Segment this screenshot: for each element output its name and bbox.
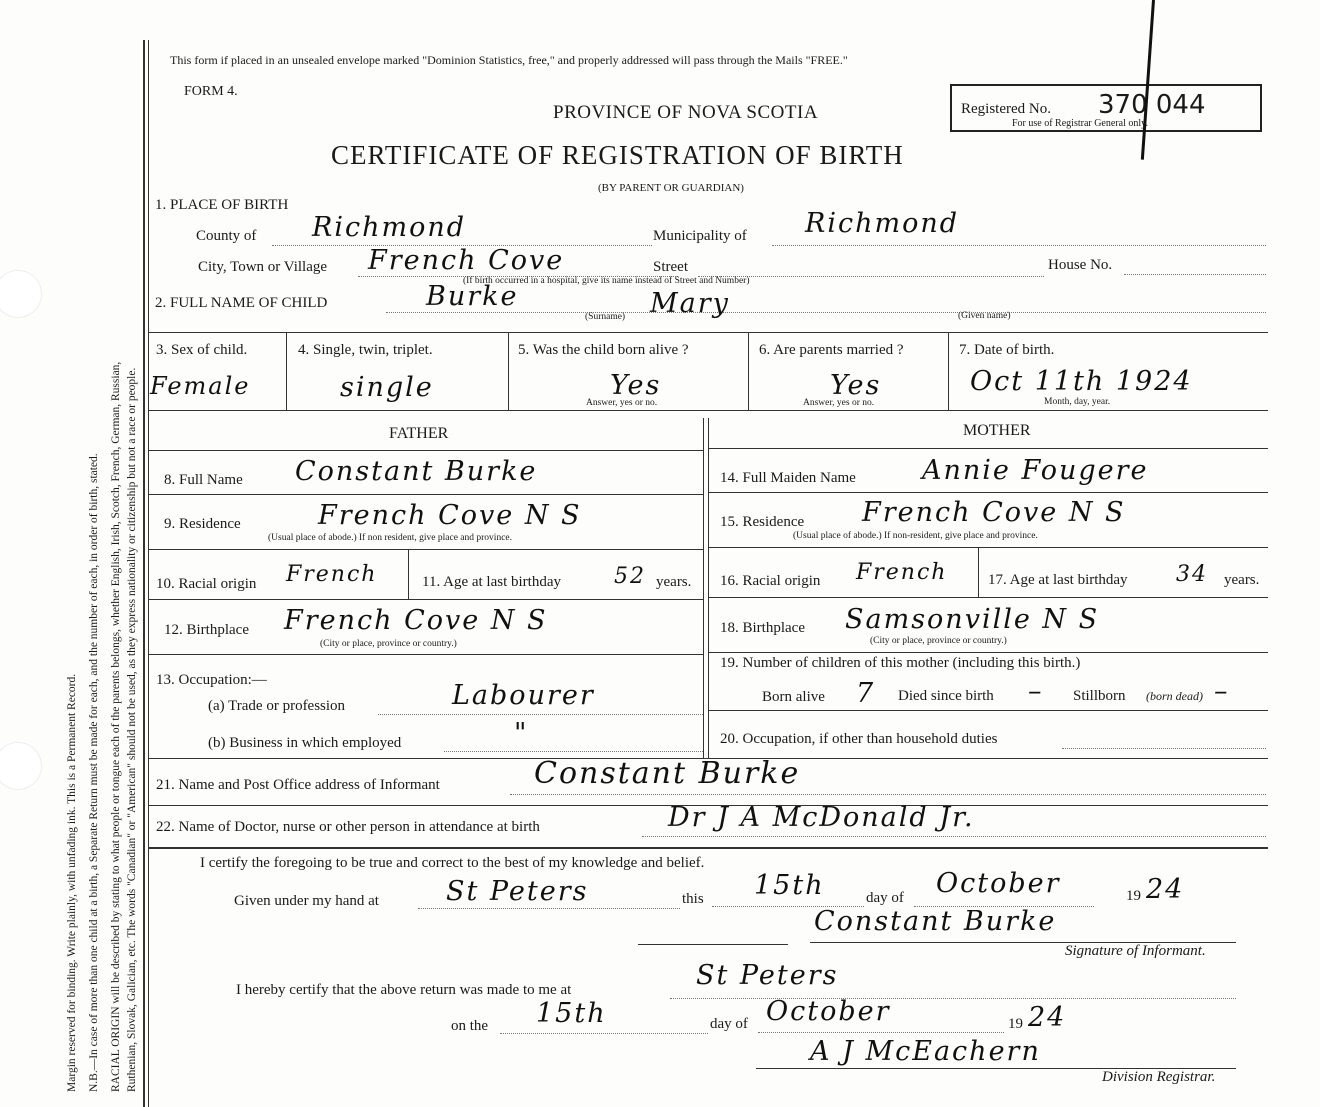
father-age-value: 52 xyxy=(614,564,646,589)
mother-racial-value: French xyxy=(856,560,948,585)
registrar-month: October xyxy=(766,996,891,1027)
county-label: County of xyxy=(196,228,257,244)
father-rule-4 xyxy=(148,599,703,600)
registrar-signature-label: Division Registrar. xyxy=(1102,1069,1216,1085)
parents-married-note: Answer, yes or no. xyxy=(803,398,875,408)
certify-year: 24 xyxy=(1146,874,1185,905)
registrar-place-line xyxy=(670,998,1236,999)
plurality-label: 4. Single, twin, triplet. xyxy=(298,342,433,358)
registrar-on-the-label: on the xyxy=(451,1018,489,1034)
certify-year-prefix: 19 xyxy=(1126,888,1141,904)
row-bottom-rule xyxy=(148,410,1268,411)
mother-rule-1 xyxy=(708,448,1268,449)
mother-residence-value: French Cove N S xyxy=(862,497,1126,528)
parents-married-label: 6. Are parents married ? xyxy=(759,342,904,358)
certify-day-of-label: day of xyxy=(866,890,904,906)
informant-label: 21. Name and Post Office address of Informant xyxy=(156,777,440,793)
street-label: Street xyxy=(653,259,688,275)
mother-name-label: 14. Full Maiden Name xyxy=(720,470,856,486)
margin-note-4: Ruthenian, Slovak, Galician, etc. The words "Canadian" or "American" should not be used, as they express nationality or citizenship but not a race or people. xyxy=(126,367,138,1092)
date-of-birth-note: Month, day, year. xyxy=(1044,397,1111,407)
father-racial-label: 10. Racial origin xyxy=(156,576,257,592)
form-number: FORM 4. xyxy=(184,84,238,99)
municipality-label: Municipality of xyxy=(653,228,747,244)
father-name-label: 8. Full Name xyxy=(164,472,243,488)
mother-rule-5 xyxy=(708,652,1268,653)
surname-note: (Surname) xyxy=(585,312,626,322)
born-alive-note: Answer, yes or no. xyxy=(586,398,658,408)
row-top-rule xyxy=(148,332,1268,333)
father-years: years. xyxy=(656,574,692,590)
father-business-value: " xyxy=(514,718,529,749)
father-residence-label: 9. Residence xyxy=(164,516,241,532)
father-residence-value: French Cove N S xyxy=(318,500,582,531)
father-residence-note: (Usual place of abode.) If non resident, give place and province. xyxy=(268,533,512,543)
binding-hole-top xyxy=(0,270,42,318)
registrar-certify-text: I hereby certify that the above return was made to me at xyxy=(236,982,572,998)
margin-rule-2 xyxy=(148,40,149,1107)
registrar-day-line xyxy=(500,1033,708,1034)
registrar-day-of-label: day of xyxy=(710,1016,748,1032)
father-trade-label: (a) Trade or profession xyxy=(208,698,346,714)
father-name-value: Constant Burke xyxy=(295,456,538,487)
house-label: House No. xyxy=(1048,257,1113,273)
row-divider-3 xyxy=(748,332,749,410)
father-trade-value: Labourer xyxy=(452,680,595,711)
plurality-value: single xyxy=(340,372,434,403)
mother-occupation-line xyxy=(1062,748,1266,749)
certificate-title: CERTIFICATE OF REGISTRATION OF BIRTH xyxy=(331,140,904,170)
parent-divider xyxy=(703,418,704,758)
signature-short-line xyxy=(638,944,788,945)
county-value: Richmond xyxy=(312,212,467,243)
ink-stroke xyxy=(1141,0,1155,160)
informant-signature-label: Signature of Informant. xyxy=(1065,943,1206,959)
informant-line xyxy=(510,794,1266,795)
registered-label: Registered No. xyxy=(961,101,1051,117)
doctor-line xyxy=(642,836,1266,837)
binding-hole-bottom xyxy=(0,742,42,790)
child-given-name: Mary xyxy=(650,288,730,319)
father-birthplace-value: French Cove N S xyxy=(284,605,548,636)
given-name-note: (Given name) xyxy=(958,311,1011,321)
mother-occupation-label: 20. Occupation, if other than household duties xyxy=(720,731,998,747)
certify-day: 15th xyxy=(754,870,825,901)
father-age-divider xyxy=(408,549,409,599)
mother-residence-label: 15. Residence xyxy=(720,514,805,530)
mother-age-label: 17. Age at last birthday xyxy=(988,572,1128,588)
given-at-label: Given under my hand at xyxy=(234,893,379,909)
stillborn-note: (born dead) xyxy=(1146,689,1203,703)
given-at-line xyxy=(418,908,680,909)
born-alive-value: Yes xyxy=(610,370,662,401)
row-divider-2 xyxy=(508,332,509,410)
margin-note-1: Margin reserved for binding. Write plainly, with unfading ink. This is a Permanent Record. xyxy=(66,673,78,1092)
mother-rule-4 xyxy=(708,597,1268,598)
city-value: French Cove xyxy=(368,245,565,276)
mother-name-value: Annie Fougere xyxy=(922,455,1149,486)
died-since-birth-value: – xyxy=(1028,676,1044,707)
date-of-birth-label: 7. Date of birth. xyxy=(959,342,1055,358)
city-label: City, Town or Village xyxy=(198,259,328,275)
this-label: this xyxy=(682,891,704,907)
doctor-rule xyxy=(148,847,1268,849)
mother-rule-6 xyxy=(708,710,1268,711)
place-of-birth-label: 1. PLACE OF BIRTH xyxy=(155,197,289,213)
father-rule-1 xyxy=(148,450,703,451)
registrar-place: St Peters xyxy=(696,960,839,991)
sex-label: 3. Sex of child. xyxy=(156,342,248,358)
father-business-label: (b) Business in which employed xyxy=(208,735,402,751)
registrar-year-prefix: 19 xyxy=(1008,1016,1023,1032)
born-alive-label: 5. Was the child born alive ? xyxy=(518,342,689,358)
parents-married-value: Yes xyxy=(830,370,882,401)
stillborn-value: – xyxy=(1214,676,1230,707)
province-title: PROVINCE OF NOVA SCOTIA xyxy=(553,102,819,123)
mother-rule-3 xyxy=(708,547,1268,548)
row-divider-1 xyxy=(286,332,287,410)
born-alive-count-label: Born alive xyxy=(762,689,825,705)
house-line xyxy=(1124,274,1266,275)
registrar-day: 15th xyxy=(536,998,607,1029)
mother-birthplace-value: Samsonville N S xyxy=(845,604,1100,635)
registrar-year: 24 xyxy=(1028,1002,1067,1033)
father-business-line xyxy=(444,751,703,752)
informant-value: Constant Burke xyxy=(534,756,801,791)
father-rule-3 xyxy=(148,549,703,550)
certify-month: October xyxy=(936,868,1061,899)
informant-signature: Constant Burke xyxy=(814,906,1057,937)
informant-certify-text: I certify the foregoing to be true and correct to the best of my knowledge and belief. xyxy=(200,855,705,871)
mother-birthplace-label: 18. Birthplace xyxy=(720,620,805,636)
hospital-note: (If birth occurred in a hospital, give its name instead of Street and Number) xyxy=(463,276,750,286)
registrar-signature: A J McEachern xyxy=(810,1036,1041,1067)
born-alive-count: 7 xyxy=(856,678,876,709)
sex-value: Female xyxy=(150,372,251,400)
father-heading: FATHER xyxy=(389,425,449,442)
registrar-note: For use of Registrar General only. xyxy=(1012,118,1148,129)
mother-residence-note: (Usual place of abode.) If non-resident, give place and province. xyxy=(793,531,1038,541)
mother-years: years. xyxy=(1224,572,1260,588)
registrar-month-line xyxy=(758,1032,1004,1033)
row-divider-4 xyxy=(948,332,949,410)
mother-children-label: 19. Number of children of this mother (including this birth.) xyxy=(720,655,1081,671)
municipality-line xyxy=(772,245,1266,246)
father-birthplace-note: (City or place, province or country.) xyxy=(320,639,457,649)
stillborn-label: Stillborn xyxy=(1073,688,1126,704)
father-trade-line xyxy=(378,714,703,715)
margin-note-3: RACIAL ORIGIN will be described by stating to what people or tongue each of the parents belongs, whether English, Irish, Scotch, French, German, Russian, xyxy=(110,361,122,1092)
doctor-label: 22. Name of Doctor, nurse or other person in attendance at birth xyxy=(156,819,540,835)
father-age-label: 11. Age at last birthday xyxy=(422,574,561,590)
parent-divider-2 xyxy=(708,418,709,758)
doctor-value: Dr J A McDonald Jr. xyxy=(668,802,975,833)
father-birthplace-label: 12. Birthplace xyxy=(164,622,249,638)
mother-rule-2 xyxy=(708,492,1268,493)
father-rule-2 xyxy=(148,494,703,495)
child-name-line xyxy=(386,312,1266,313)
child-surname: Burke xyxy=(426,281,519,312)
registered-value: 370 044 xyxy=(1098,90,1206,120)
municipality-value: Richmond xyxy=(805,208,960,239)
certificate-subtitle: (BY PARENT OR GUARDIAN) xyxy=(598,182,744,194)
father-occupation-label: 13. Occupation:— xyxy=(156,672,267,688)
mail-notice: This form if placed in an unsealed envelope marked "Dominion Statistics, free," and properly addressed will pass through the Mails "FREE." xyxy=(170,53,848,67)
mother-age-divider xyxy=(978,547,979,597)
date-of-birth-value: Oct 11th 1924 xyxy=(970,366,1193,397)
father-racial-value: French xyxy=(286,562,378,587)
margin-note-2: N.B.—In case of more than one child at a birth, a Separate Return must be made for each, and the number of each, in order of birth, stated. xyxy=(88,453,100,1092)
mother-age-value: 34 xyxy=(1176,562,1208,587)
mother-racial-label: 16. Racial origin xyxy=(720,573,821,589)
margin-rule xyxy=(143,40,145,1107)
died-since-birth-label: Died since birth xyxy=(898,688,994,704)
mother-birthplace-note: (City or place, province or country.) xyxy=(870,636,1007,646)
given-at-place: St Peters xyxy=(446,876,589,907)
father-rule-5 xyxy=(148,654,703,655)
child-name-label: 2. FULL NAME OF CHILD xyxy=(155,295,328,311)
mother-heading: MOTHER xyxy=(963,422,1031,439)
